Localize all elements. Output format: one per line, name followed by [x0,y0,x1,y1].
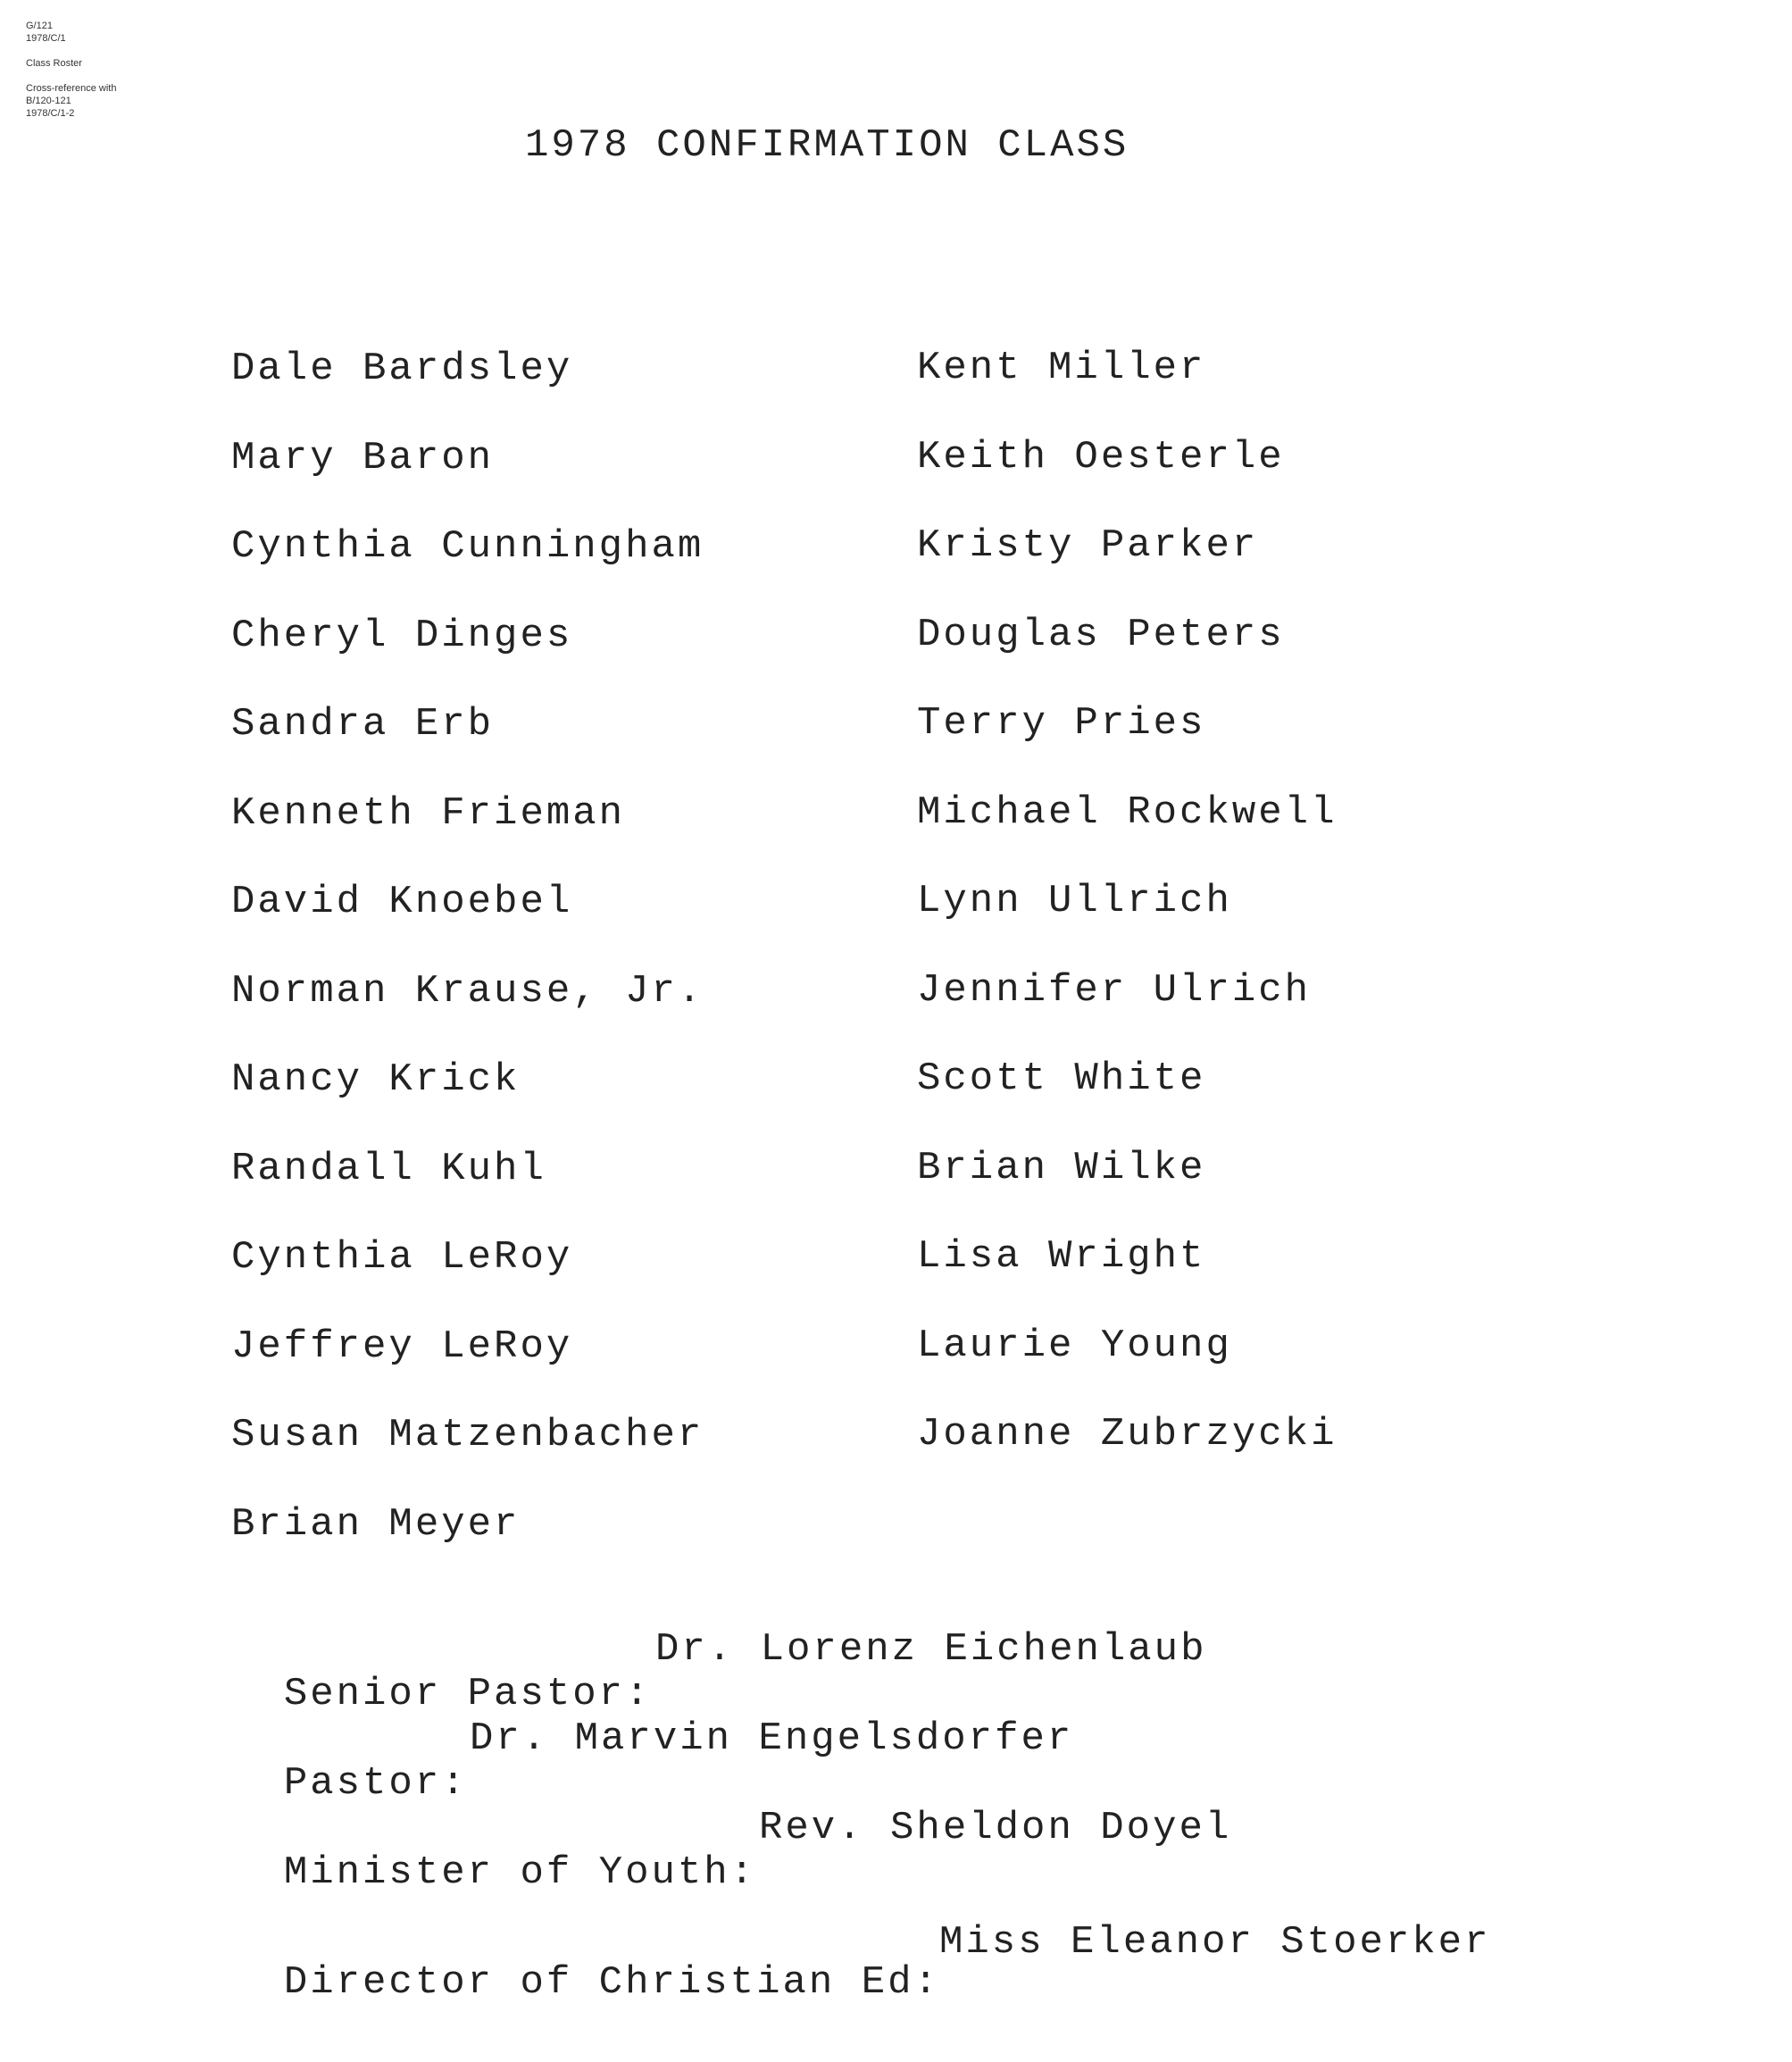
student-name: Jeffrey LeRoy [231,1323,573,1369]
student-name: Lynn Ullrich [917,879,1232,923]
student-name: Mary Baron [231,435,495,480]
student-name: Nancy Krick [231,1057,521,1102]
document-type: Class Roster [26,58,82,69]
student-name: Scott White [917,1056,1206,1101]
cross-reference-1: B/120-121 [26,96,71,106]
student-name: Kent Miller [917,346,1206,390]
student-name: Kenneth Frieman [231,790,626,836]
staff-name: Dr. Marvin Engelsdorfer [470,1716,1074,1761]
student-name: Laurie Young [917,1323,1232,1368]
student-name: Brian Wilke [917,1145,1206,1190]
staff-role: Senior Pastor: [283,1672,652,1716]
page-title: 1978 CONFIRMATION CLASS [525,123,1129,168]
staff-role: Director of Christian Ed: [283,1960,940,2005]
student-name: Cynthia LeRoy [231,1235,573,1280]
student-name: Norman Krause, Jr. [231,968,704,1014]
student-name: Keith Oesterle [917,434,1285,480]
student-name: Cheryl Dinges [231,613,573,658]
student-name: Susan Matzenbacher [231,1413,704,1457]
student-name: Sandra Erb [231,702,495,747]
student-name: Terry Pries [917,701,1206,746]
student-list-left [231,338,704,1582]
student-name: Randall Kuhl [231,1146,546,1191]
student-name: Michael Rockwell [917,789,1338,835]
archive-ref-number: G/121 [26,21,53,31]
staff-role: Pastor: [283,1761,468,1806]
student-list-right [917,337,1337,1492]
student-name: Dale Bardsley [231,346,573,391]
staff-row-director-christian-ed [231,1916,1491,2049]
student-name: Joanne Zubrzycki [917,1412,1338,1457]
student-name: Brian Meyer [231,1501,521,1547]
cross-reference-2: 1978/C/1-2 [26,108,75,119]
student-name: Douglas Peters [917,612,1285,657]
student-name: David Knoebel [231,880,573,924]
cross-reference-label: Cross-reference with [26,83,117,94]
spacer [26,70,116,82]
archive-reference-note [26,20,116,120]
student-name: Kristy Parker [917,523,1259,568]
staff-name: Miss Eleanor Stoerker [939,1920,1491,1965]
archive-code: 1978/C/1 [26,33,66,44]
student-name: Lisa Wright [917,1234,1206,1279]
staff-name: Rev. Sheldon Doyel [759,1806,1232,1850]
staff-name: Dr. Lorenz Eichenlaub [655,1627,1207,1672]
staff-role: Minister of Youth: [283,1850,757,1895]
spacer [26,45,116,57]
student-name: Cynthia Cunningham [231,524,704,569]
student-name: Jennifer Ulrich [917,967,1312,1013]
